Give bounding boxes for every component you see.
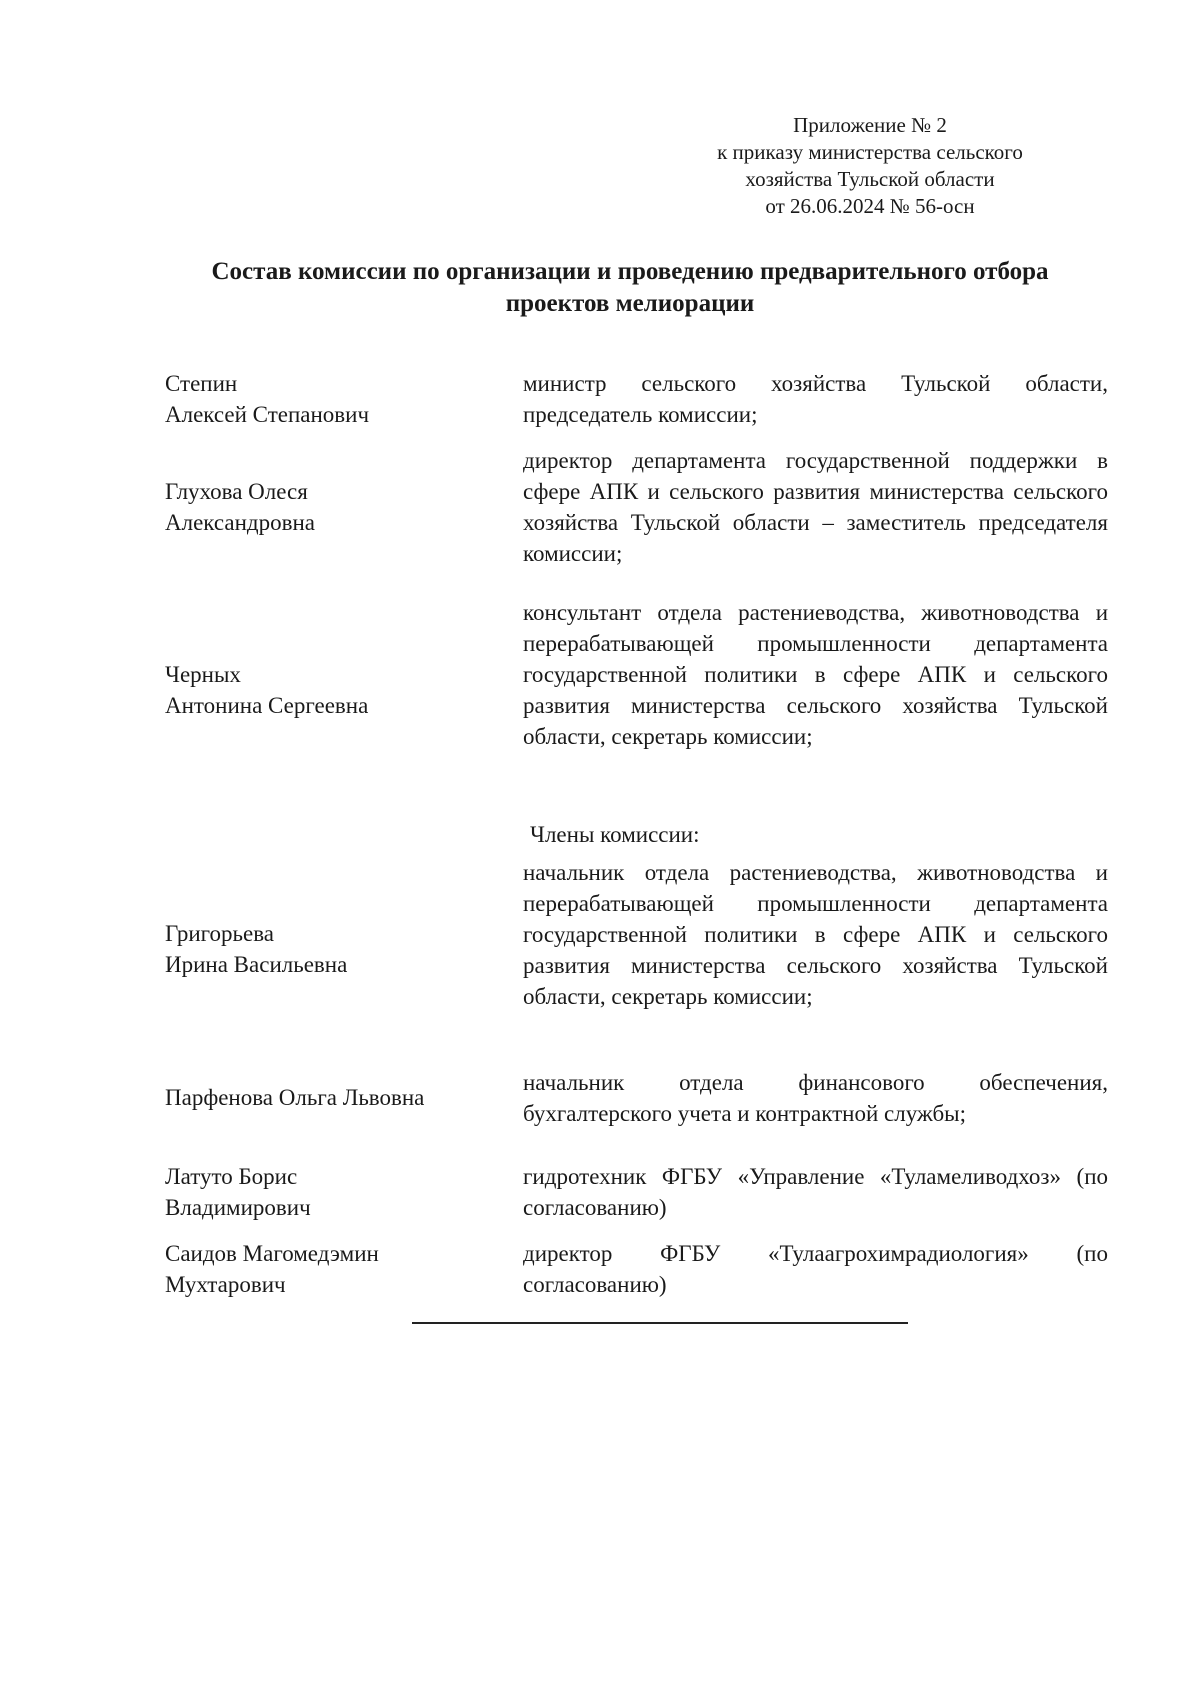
member-role: гидротехник ФГБУ «Управление «Туламеливодхоз» (по согласованию)	[523, 1164, 1108, 1220]
member-role: начальник отдела финансового обеспечения, бухгалтерского учета и контрактной службы;	[523, 1070, 1108, 1126]
appendix-order-date: от 26.06.2024 № 56-осн	[765, 194, 975, 218]
appendix-ministry: хозяйства Тульской области	[745, 167, 995, 191]
appendix-order-reference: к приказу министерства сельского	[717, 140, 1023, 164]
member-surname: Степин	[165, 371, 238, 396]
member-given-names: Ирина Васильевна	[165, 952, 348, 977]
member-name	[165, 659, 485, 721]
member-surname: Глухова Олеся	[165, 479, 308, 504]
member-role: министр сельского хозяйства Тульской области, председатель комиссии;	[523, 371, 1108, 427]
member-name	[165, 1161, 485, 1223]
member-surname: Латуто Борис	[165, 1164, 298, 1189]
member-given-names: Мухтарович	[165, 1272, 286, 1297]
member-name	[165, 368, 485, 430]
member-role: директор департамента государственной поддержки в сфере АПК и сельского развития министерства сельского хозяйства Тульской области – заместитель председателя комиссии;	[523, 448, 1108, 566]
title-line-2: проектов мелиорации	[505, 290, 755, 317]
member-name	[165, 1238, 485, 1300]
member-given-names: Александровна	[165, 510, 315, 535]
member-name	[165, 476, 485, 538]
member-given-names: Антонина Сергеевна	[165, 693, 369, 718]
member-role: директор ФГБУ «Тулаагрохимрадиология» (по согласованию)	[523, 1241, 1108, 1297]
appendix-header	[680, 112, 1060, 220]
member-surname: Парфенова Ольга Львовна	[165, 1085, 425, 1110]
member-surname: Черных	[165, 662, 241, 687]
member-name	[165, 1082, 485, 1113]
member-role: начальник отдела растениеводства, животноводства и перерабатывающей промышленности департамента государственной политики в сфере АПК и сельского развития министерства сельского хозяйства Тульской области, секретарь комиссии;	[523, 860, 1108, 1009]
appendix-number: Приложение № 2	[793, 113, 947, 137]
member-surname: Григорьева	[165, 921, 274, 946]
member-given-names: Алексей Степанович	[165, 402, 370, 427]
member-given-names: Владимирович	[165, 1195, 311, 1220]
end-of-list-divider	[412, 1322, 908, 1324]
member-name	[165, 918, 485, 980]
members-heading: Члены комиссии:	[530, 822, 700, 847]
title-line-1: Состав комиссии по организации и проведению предварительного отбора	[211, 258, 1049, 285]
member-surname: Саидов Магомедэмин	[165, 1241, 379, 1266]
member-role: консультант отдела растениеводства, животноводства и перерабатывающей промышленности департамента государственной политики в сфере АПК и сельского развития министерства сельского хозяйства Тульской области, секретарь комиссии;	[523, 600, 1108, 749]
document-title	[150, 256, 1110, 320]
